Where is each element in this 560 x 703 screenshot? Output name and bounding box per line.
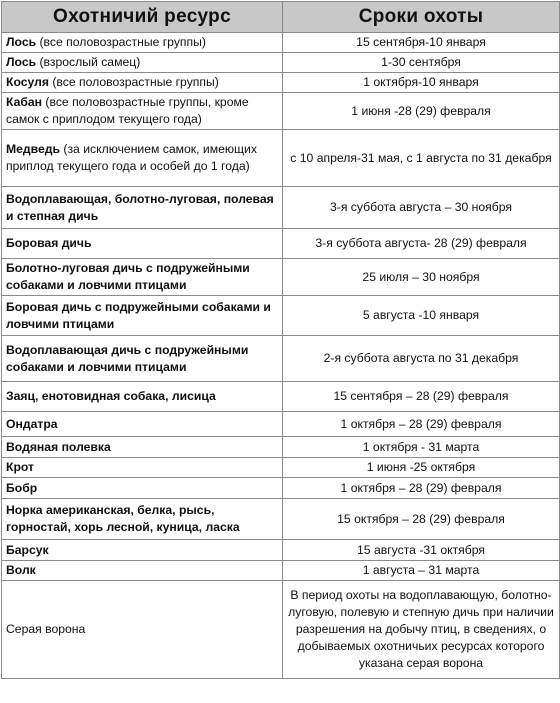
table-row [2,412,560,437]
table-row [2,478,560,499]
header-resource: Охотничий ресурс [2,2,283,33]
resource-name: Боровая дичь [6,236,92,250]
period-cell: 1 октября-10 января [283,73,560,93]
resource-name: Водоплавающая, болотно-луговая, полевая и степная дичь [6,191,274,223]
table-row [2,229,560,259]
period-cell: 1 июня -28 (29) февраля [283,93,560,130]
table-row [2,540,560,561]
resource-cell [2,33,283,53]
period-cell: В период охоты на водоплавающую, болотно-луговую, полевую и степную дичь при наличии разрешения на добычу птиц, в сведениях, о добываемых охотничьих ресурсах которого указана серая ворона [283,581,560,679]
resource-cell [2,53,283,73]
table-row [2,581,560,679]
table-row [2,73,560,93]
table-row [2,437,560,458]
header-period: Сроки охоты [283,2,560,33]
resource-note: (взрослый самец) [36,55,141,69]
resource-name: Косуля [6,75,49,89]
resource-name: Заяц, енотовидная собака, лисица [6,389,216,403]
resource-cell [2,187,283,229]
resource-note: (все половозрастные группы) [36,35,206,49]
resource-cell [2,93,283,130]
period-cell: 15 сентября – 28 (29) февраля [283,382,560,412]
period-cell: с 10 апреля-31 мая, с 1 августа по 31 декабря [283,130,560,187]
period-cell: 1 октября – 28 (29) февраля [283,478,560,499]
table-row [2,561,560,581]
resource-name: Кабан [6,95,43,109]
table-row [2,458,560,478]
resource-note: Серая ворона [6,622,86,636]
period-cell: 15 августа -31 октября [283,540,560,561]
resource-cell [2,229,283,259]
resource-cell [2,437,283,458]
resource-name: Бобр [6,480,38,495]
table-row [2,53,560,73]
resource-name: Крот [6,460,34,474]
resource-cell [2,259,283,296]
period-cell: 3-я суббота августа- 28 (29) февраля [283,229,560,259]
resource-name: Лось [6,55,37,69]
period-cell: 1 октября – 28 (29) февраля [283,412,560,437]
table-row [2,259,560,296]
period-cell: 5 августа -10 января [283,296,560,336]
resource-name: Медведь [6,142,61,156]
table-row [2,499,560,540]
resource-name: Ондатра [6,416,58,431]
period-cell: 25 июля – 30 ноября [283,259,560,296]
resource-cell [2,478,283,499]
period-cell: 1 октября - 31 марта [283,437,560,458]
period-cell: 2-я суббота августа по 31 декабря [283,336,560,382]
resource-cell [2,581,283,679]
resource-cell [2,540,283,561]
period-cell: 1 августа – 31 марта [283,561,560,581]
resource-cell [2,561,283,581]
table-row [2,130,560,187]
resource-cell [2,130,283,187]
table-row [2,187,560,229]
resource-name: Барсук [6,542,49,557]
resource-name: Водоплавающая дичь с подружейными собаками и ловчими птицами [6,342,249,374]
hunting-seasons-table [1,1,560,679]
resource-name: Болотно-луговая дичь с подружейными собаками и ловчими птицами [6,261,250,292]
resource-note: (все половозрастные группы, кроме самок с приплодом текущего года) [6,95,249,126]
table-row [2,93,560,130]
resource-note: (все половозрастные группы) [48,75,219,89]
resource-cell [2,336,283,382]
resource-name: Волк [6,563,36,577]
table-row [2,296,560,336]
period-cell: 15 октября – 28 (29) февраля [283,499,560,540]
period-cell: 1 июня -25 октября [283,458,560,478]
table-row [2,336,560,382]
table-row [2,382,560,412]
resource-cell [2,73,283,93]
resource-name: Норка американская, белка, рысь, горностай, хорь лесной, куница, ласка [6,503,240,534]
resource-name: Лось [6,35,37,49]
resource-cell [2,499,283,540]
resource-cell [2,458,283,478]
resource-name: Водяная полевка [6,439,111,454]
period-cell: 1-30 сентября [283,53,560,73]
period-cell: 15 сентября-10 января [283,33,560,53]
table-header-row [2,2,560,33]
period-cell: 3-я суббота августа – 30 ноября [283,187,560,229]
resource-note: (за исключением самок, имеющих приплод текущего года и особей до 1 года) [6,142,257,173]
resource-cell [2,412,283,437]
table-row [2,33,560,53]
resource-name: Боровая дичь с подружейными собаками и ловчими птицами [6,299,271,331]
resource-cell [2,382,283,412]
resource-cell [2,296,283,336]
